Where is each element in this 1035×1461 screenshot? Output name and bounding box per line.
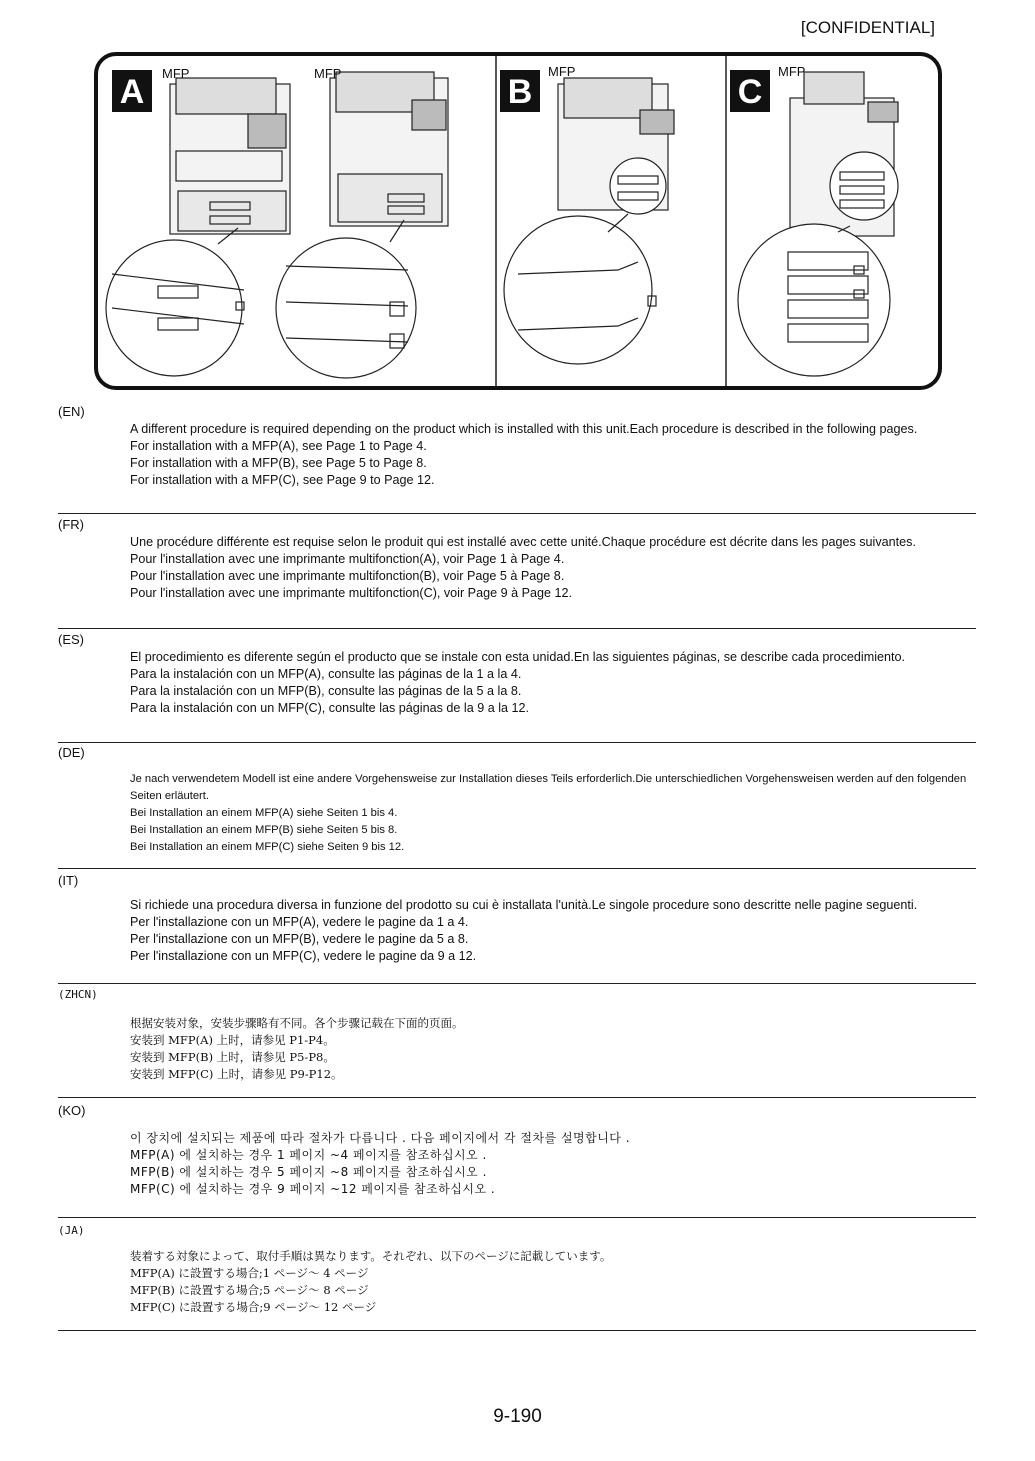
section-text: Une procédure différente est requise selon le produit qui est installé avec cette unité.Chaque procédure est décrite dans les pages suivantes.: [130, 535, 916, 549]
section-text: MFP(A) に設置する場合;1 ページ～ 4 ページ: [130, 1266, 369, 1280]
panel-b-letter: B: [507, 73, 533, 111]
divider: [58, 1330, 976, 1331]
mfp-figure: [94, 52, 942, 390]
section-text: For installation with a MFP(A), see Page 1 to Page 4.: [130, 439, 427, 453]
section-text: 安装到 MFP(B) 上时，请参见 P5-P8。: [130, 1050, 335, 1064]
section-text: Bei Installation an einem MFP(A) siehe Seiten 1 bis 4.: [130, 807, 398, 819]
divider: [58, 628, 976, 629]
section-text: Bei Installation an einem MFP(B) siehe Seiten 5 bis 8.: [130, 824, 398, 836]
page-number: 9-190: [493, 1406, 542, 1427]
divider: [58, 868, 976, 869]
lang-code: (IT): [58, 873, 79, 888]
panel-a-mfp-label-2: MFP: [314, 66, 342, 81]
section-text: 装着する対象によって、取付手順は異なります。それぞれ、以下のページに記載しています。: [130, 1249, 612, 1263]
section-text: Pour l'installation avec une imprimante multifonction(B), voir Page 5 à Page 8.: [130, 569, 565, 583]
section-text: Je nach verwendetem Modell ist eine andere Vorgehensweise zur Installation dieses Teils erforderlich.Die unterschiedlichen Vorgehensweisen werden auf den folgenden Seiten erläutert.: [130, 773, 967, 802]
section-text: Pour l'installation avec une imprimante multifonction(A), voir Page 1 à Page 4.: [130, 552, 565, 566]
panel-a-mfp-label-1: MFP: [162, 66, 190, 81]
panel-c-mfp-label: MFP: [778, 64, 806, 79]
panel-b-mfp-label: MFP: [548, 64, 576, 79]
section-text: Si richiede una procedura diversa in funzione del prodotto su cui è installata l'unità.Le singole procedure sono descritte nelle pagine seguenti.: [130, 898, 918, 912]
section-text: Per l'installazione con un MFP(A), vedere le pagine da 1 a 4.: [130, 915, 469, 929]
confidential-label: [CONFIDENTIAL]: [800, 18, 935, 37]
lang-code: (DE): [58, 745, 85, 760]
section-text: Para la instalación con un MFP(B), consulte las páginas de la 5 a la 8.: [130, 684, 522, 698]
divider: [58, 1097, 976, 1098]
divider: [58, 1217, 976, 1218]
section-text: MFP(B) 에 설치하는 경우 5 페이지 ~8 페이지를 참조하십시오 .: [130, 1165, 487, 1179]
divider: [58, 513, 976, 514]
section-text: MFP(B) に設置する場合;5 ページ～ 8 ページ: [130, 1283, 369, 1297]
section-text: A different procedure is required depending on the product which is installed with this unit.Each procedure is described in the following pages.: [130, 422, 918, 436]
lang-code: (JA): [58, 1224, 85, 1237]
lang-code: (FR): [58, 517, 84, 532]
section-text: 安装到 MFP(A) 上时，请参见 P1-P4。: [130, 1033, 335, 1047]
divider: [58, 742, 976, 743]
section-text: MFP(C) に設置する場合;9 ページ～ 12 ページ: [130, 1300, 377, 1314]
section-text: MFP(C) 에 설치하는 경우 9 페이지 ~12 페이지를 참조하십시오 .: [130, 1182, 496, 1196]
lang-code: (EN): [58, 404, 85, 419]
lang-code: (ZHCN): [58, 988, 98, 1001]
section-text: Para la instalación con un MFP(A), consulte las páginas de la 1 a la 4.: [130, 667, 522, 681]
mfp-illustration: [98, 56, 938, 386]
section-text: Per l'installazione con un MFP(C), vedere le pagine da 9 a 12.: [130, 949, 477, 963]
lang-code: (ES): [58, 632, 84, 647]
panel-c-letter: C: [737, 73, 763, 111]
section-text: 이 장치에 설치되는 제품에 따라 절차가 다릅니다 . 다음 페이지에서 각 절차를 설명합니다 .: [130, 1131, 631, 1145]
section-text: Para la instalación con un MFP(C), consulte las páginas de la 9 a la 12.: [130, 701, 530, 715]
section-text: Bei Installation an einem MFP(C) siehe Seiten 9 bis 12.: [130, 841, 405, 853]
section-text: For installation with a MFP(B), see Page 5 to Page 8.: [130, 456, 427, 470]
section-text: 根据安装对象，安装步骤略有不同。各个步骤记载在下面的页面。: [130, 1016, 464, 1030]
lang-code: (KO): [58, 1103, 86, 1118]
section-text: MFP(A) 에 설치하는 경우 1 페이지 ~4 페이지를 참조하십시오 .: [130, 1148, 487, 1162]
divider: [58, 983, 976, 984]
section-text: For installation with a MFP(C), see Page 9 to Page 12.: [130, 473, 435, 487]
section-text: 安装到 MFP(C) 上时，请参见 P9-P12。: [130, 1067, 343, 1081]
section-text: Pour l'installation avec une imprimante multifonction(C), voir Page 9 à Page 12.: [130, 586, 573, 600]
section-text: El procedimiento es diferente según el producto que se instale con esta unidad.En las siguientes páginas, se describe cada procedimiento.: [130, 650, 906, 664]
section-text: Per l'installazione con un MFP(B), vedere le pagine da 5 a 8.: [130, 932, 469, 946]
panel-a-letter: A: [119, 73, 145, 111]
